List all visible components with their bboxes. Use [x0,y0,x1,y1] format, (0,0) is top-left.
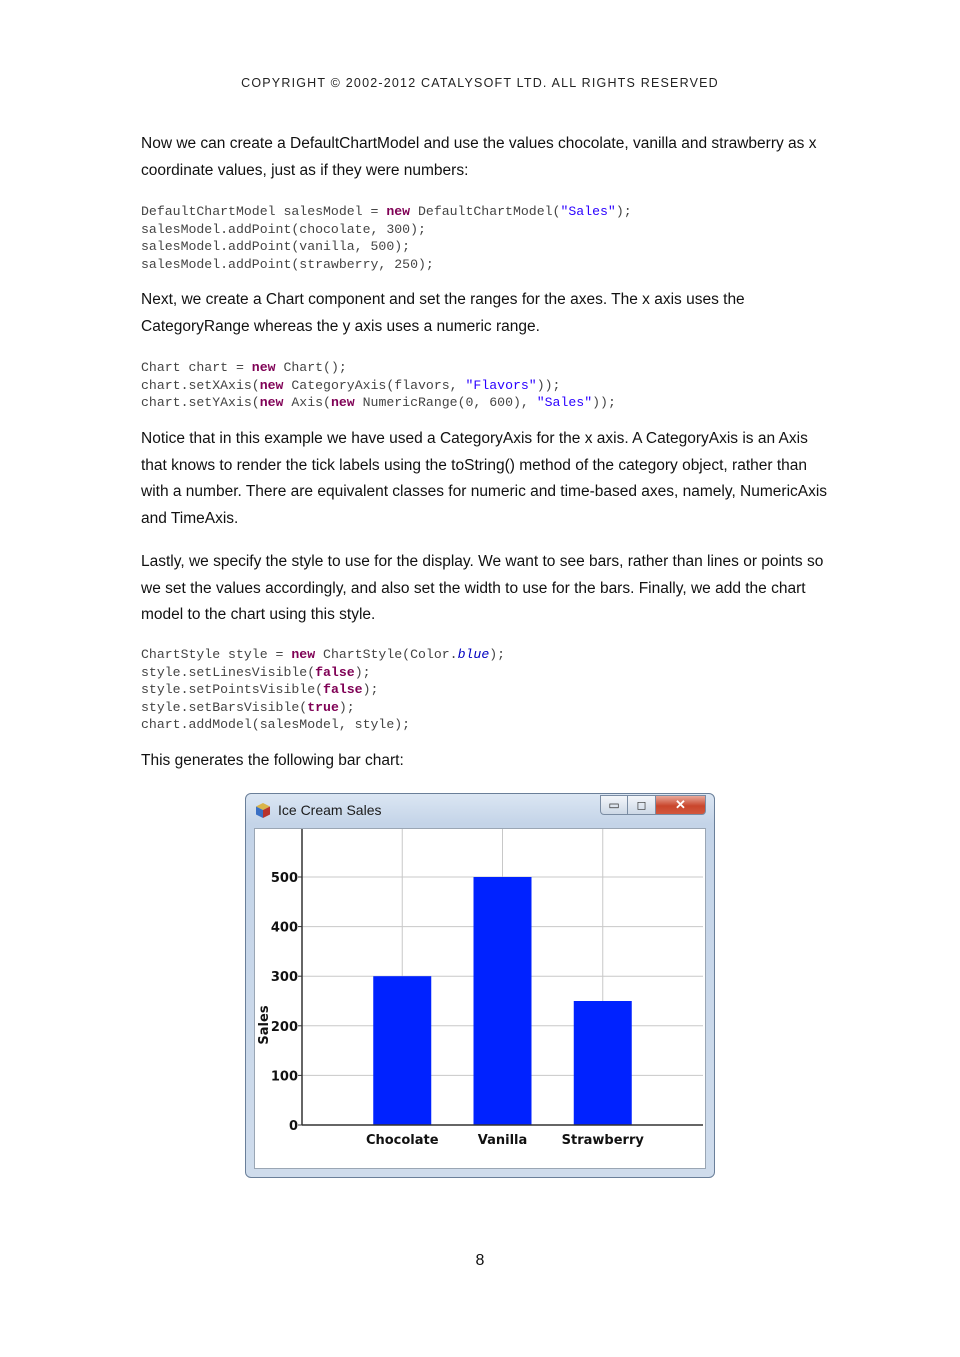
paragraph-result: This generates the following bar chart: [141,752,404,769]
code-line [141,717,410,732]
code-line [141,239,410,254]
code-token: Chart chart = [141,360,252,375]
page-number: 8 [475,1252,485,1269]
y-tick-label: 500 [270,871,298,886]
code-token: style.setBarsVisible( [141,699,308,715]
code-token: new [251,360,276,375]
code-token: )); [536,377,561,393]
y-axis-title: Sales [257,1005,272,1045]
bar-strawberry [574,1001,632,1125]
bar-vanilla [474,877,532,1125]
code-token: true [307,699,339,715]
x-category-label: Chocolate [365,1133,439,1148]
code-block-style [141,646,505,734]
maximize-icon: ◻ [636,798,647,812]
x-category-label: Strawberry [561,1133,644,1148]
code-token: DefaultChartModel( [410,204,561,219]
code-token: blue [457,647,490,662]
code-line [141,647,505,662]
code-token: salesModel.addPoint(vanilla, 500); [141,239,411,254]
code-line [141,665,371,680]
code-token: Chart(); [275,360,347,375]
code-token: ChartStyle style = [141,647,292,662]
code-token: ); [362,682,379,697]
paragraph-style: Lastly, we specify the style to use for the display. We want to see bars, rather than lines or points so we set the values accordingly, and also set the width to use for the bars. Finally, we add the chart model to the chart using this style. [141,553,824,623]
code-line [141,204,632,219]
code-line [141,378,560,393]
code-block-chart [141,359,616,412]
y-tick-label: 0 [288,1119,298,1134]
code-token: new [330,395,355,410]
code-token: )); [592,395,616,410]
code-token: NumericRange(0, 600), [354,395,537,410]
code-block-model [141,203,632,273]
minimize-icon: ▭ [608,798,620,812]
window-title: Ice Cream Sales [278,802,382,818]
code-line [141,682,378,697]
code-token: new [291,647,316,662]
window-controls [600,795,706,815]
code-token: salesModel.addPoint(chocolate, 300); [141,221,426,237]
code-token: CategoryAxis(flavors, [283,377,466,393]
code-token: salesModel.addPoint(strawberry, 250); [141,256,434,272]
code-token: style.setLinesVisible( [141,664,316,680]
close-button[interactable] [656,795,706,815]
code-token: false [323,682,363,697]
paragraph-chart-component: Next, we create a Chart component and set the ranges for the axes. The x axis uses the CategoryRange whereas the y axis uses a numeric range. [141,291,745,335]
chart-window [245,793,715,1178]
code-token: new [386,204,411,219]
code-token: "Sales" [560,204,616,219]
maximize-button[interactable] [628,795,656,815]
minimize-button[interactable] [600,795,628,815]
y-tick-label: 400 [270,920,298,936]
code-token: new [259,395,284,410]
paragraph-intro: Now we can create a DefaultChartModel and use the values chocolate, vanilla and strawberry as x coordinate values, just as if they were numbers: [141,135,817,179]
code-token: ); [338,699,355,715]
y-tick-label: 300 [270,970,298,986]
code-token: chart.setYAxis( [141,395,260,410]
close-icon: ✕ [675,797,686,812]
y-tick-label: 100 [270,1069,298,1085]
code-line [141,360,347,375]
code-token: false [315,664,355,680]
bar-chocolate [373,976,431,1125]
code-line [141,257,434,272]
code-line [141,222,426,237]
copyright-header: COPYRIGHT © 2002-2012 CATALYSOFT LTD. ALL RIGHTS RESERVED [241,76,719,90]
code-token: new [259,377,284,393]
code-token: ); [615,204,632,219]
y-tick-label: 200 [270,1019,298,1035]
code-token: chart.setXAxis( [141,377,260,393]
code-token: chart.addModel(salesModel, style); [141,717,411,732]
code-token: Axis( [283,395,331,410]
code-token: ); [354,664,371,680]
code-token: ); [489,647,506,662]
code-token: DefaultChartModel salesModel = [141,204,387,219]
code-token: ChartStyle(Color. [315,647,458,662]
window-titlebar[interactable] [246,794,714,826]
code-line [141,395,616,410]
paragraph-category-axis: Notice that in this example we have used a CategoryAxis for the x axis. A CategoryAxis is an Axis that knows to render the tick labels using the toString() method of the category object, rather than with a number. There are equivalent classes for numeric and time-based axes, namely, NumericAxis and TimeAxis. [141,430,828,527]
x-category-label: Vanilla [477,1133,528,1148]
cube-app-icon [255,802,271,819]
code-line [141,700,355,715]
bar-chart [255,829,705,1168]
code-token: "Flavors" [465,377,537,393]
chart-area [254,828,706,1169]
code-token: style.setPointsVisible( [141,682,324,697]
code-token: "Sales" [536,395,593,410]
